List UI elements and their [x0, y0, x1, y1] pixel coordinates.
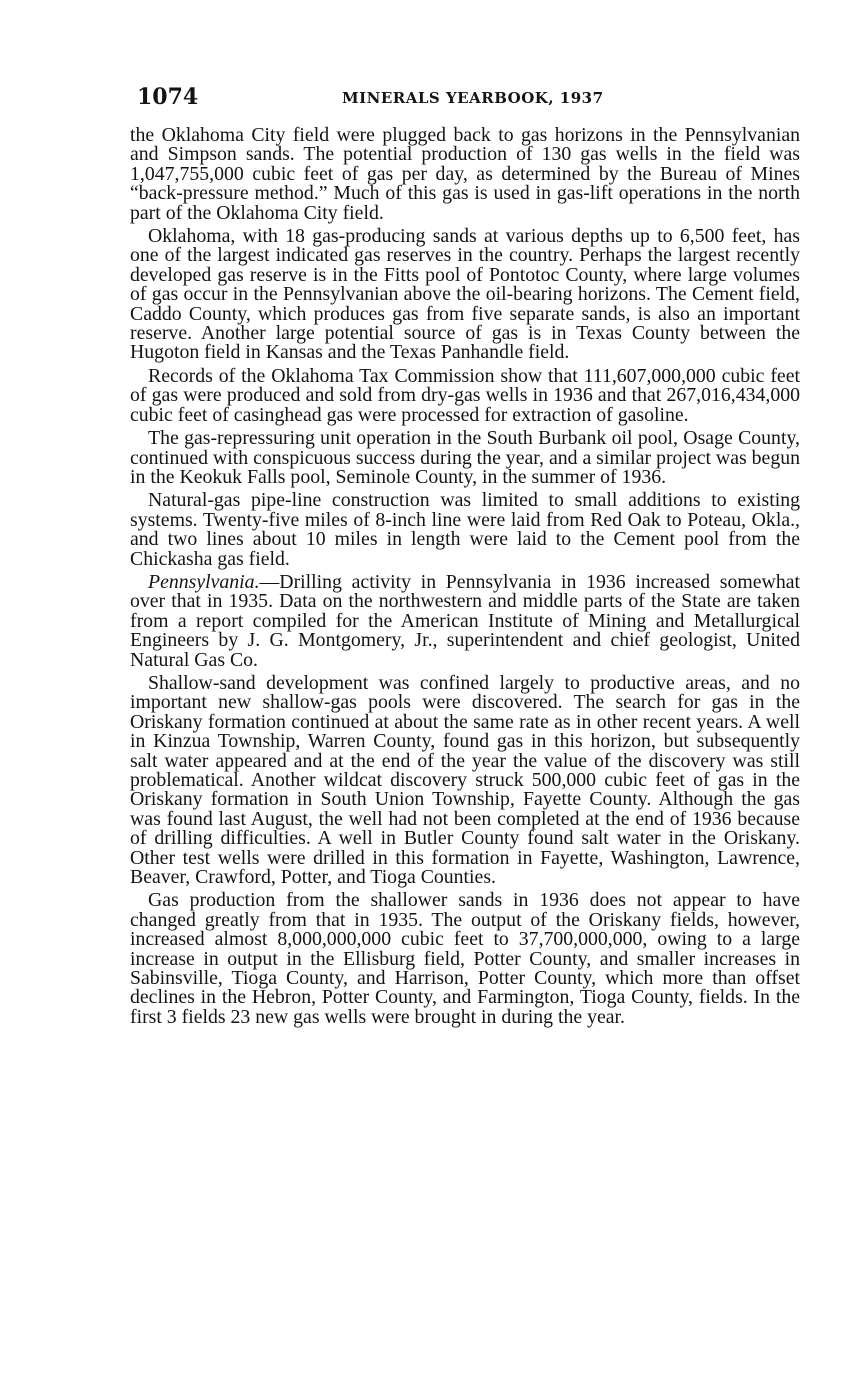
paragraph-gas-repressuring: The gas-repressuring unit operation in the South Burbank oil pool, Osage County, continued with conspicuous success during the year, and a similar project was begun in the Keokuk Falls pool, Seminole County, in the summer of 1936.: [130, 427, 800, 488]
paragraph-tax-commission: Records of the Oklahoma Tax Commission show that 111,607,000,000 cubic feet of gas were produced and sold from dry-gas wells in 1936 and that 267,016,434,000 cubic feet of casinghead gas were processed for extraction of gasoline.: [130, 364, 800, 426]
paragraph-gas-production: Gas production from the shallower sands in 1936 does not appear to have changed greatly from that in 1935. The output of the Oriskany fields, however, increased almost 8,000,000,000 cubic feet to 37,700,000,000, owing to a large increase in output in the Ellisburg field, Potter County, and smaller increases in Sabinsville, Tioga County, and Harrison, Potter County, which more than offset declines in the Hebron, Potter County, and Farmington, Tioga County, fields. In the first 3 fields 23 new gas wells were brought in during the year.: [130, 889, 800, 1028]
paragraph-shallow-sand: Shallow-sand development was confined largely to productive areas, and no important new shallow-gas pools were discovered. The search for gas in the Oriskany formation continued at about the same rate as in other recent years. A well in Kinzua Township, Warren County, found gas in this horizon, but subsequently salt water appeared and at the end of the year the value of the discovery was still problematical. Another wildcat discovery struck 500,000 cubic feet of gas in the Oriskany formation in South Union Township, Fayette County. Although the gas was found last August, the well had not been completed at the end of 1936 because of drilling difficulties. A well in Butler County found salt water in the Oriskany. Other test wells were drilled in this formation in Fayette, Washington, Lawrence, Beaver, Crawford, Potter, and Tioga Counties.: [130, 671, 800, 889]
paragraph-pipe-line-construction: Natural-gas pipe-line construction was limited to small additions to existing systems. Twenty-five miles of 8-inch line were laid from Red Oak to Poteau, Okla., and two lines about 10 miles in length were laid to the Cement pool from the Chickasha gas field.: [130, 489, 800, 570]
paragraph-pennsylvania: Pennsylvania.—Drilling activity in Pennsylvania in 1936 increased somewhat over that in 1935. Data on the northwestern and middle parts of the State are taken from a report compiled for the American Institute of Mining and Metallurgical Engineers by J. G. Montgomery, Jr., superintendent and chief geologist, United Natural Gas Co.: [130, 570, 800, 671]
page-number: 1074: [137, 84, 199, 110]
paragraph-oklahoma-city-continued: the Oklahoma City field were plugged back to gas horizons in the Pennsylvanian and Simpson sands. The potential production of 130 gas wells in the field was 1,047,755,000 cubic feet of gas per day, as determined by the Bureau of Mines “back-pressure method.” Much of this gas is used in gas-lift operations in the north part of the Oklahoma City field.: [130, 124, 800, 224]
section-lead-pennsylvania: Pennsylvania.: [148, 570, 260, 593]
paragraph-oklahoma-reserves: Oklahoma, with 18 gas-producing sands at various depths up to 6,500 feet, has one of the largest indicated gas reserves in the country. Perhaps the largest recently developed gas reserve is in the Fitts pool of Pontotoc County, where large volumes of gas occur in the Pennsylvanian above the oil-bearing horizons. The Cement field, Caddo County, which produces gas from five separate sands, is also an important reserve. Another large potential source of gas is in Texas County between the Hugoton field in Kansas and the Texas Panhandle field.: [130, 225, 800, 364]
running-title: MINERALS YEARBOOK, 1937: [342, 89, 604, 107]
body-text: [130, 126, 800, 1031]
page-header: [137, 84, 797, 112]
